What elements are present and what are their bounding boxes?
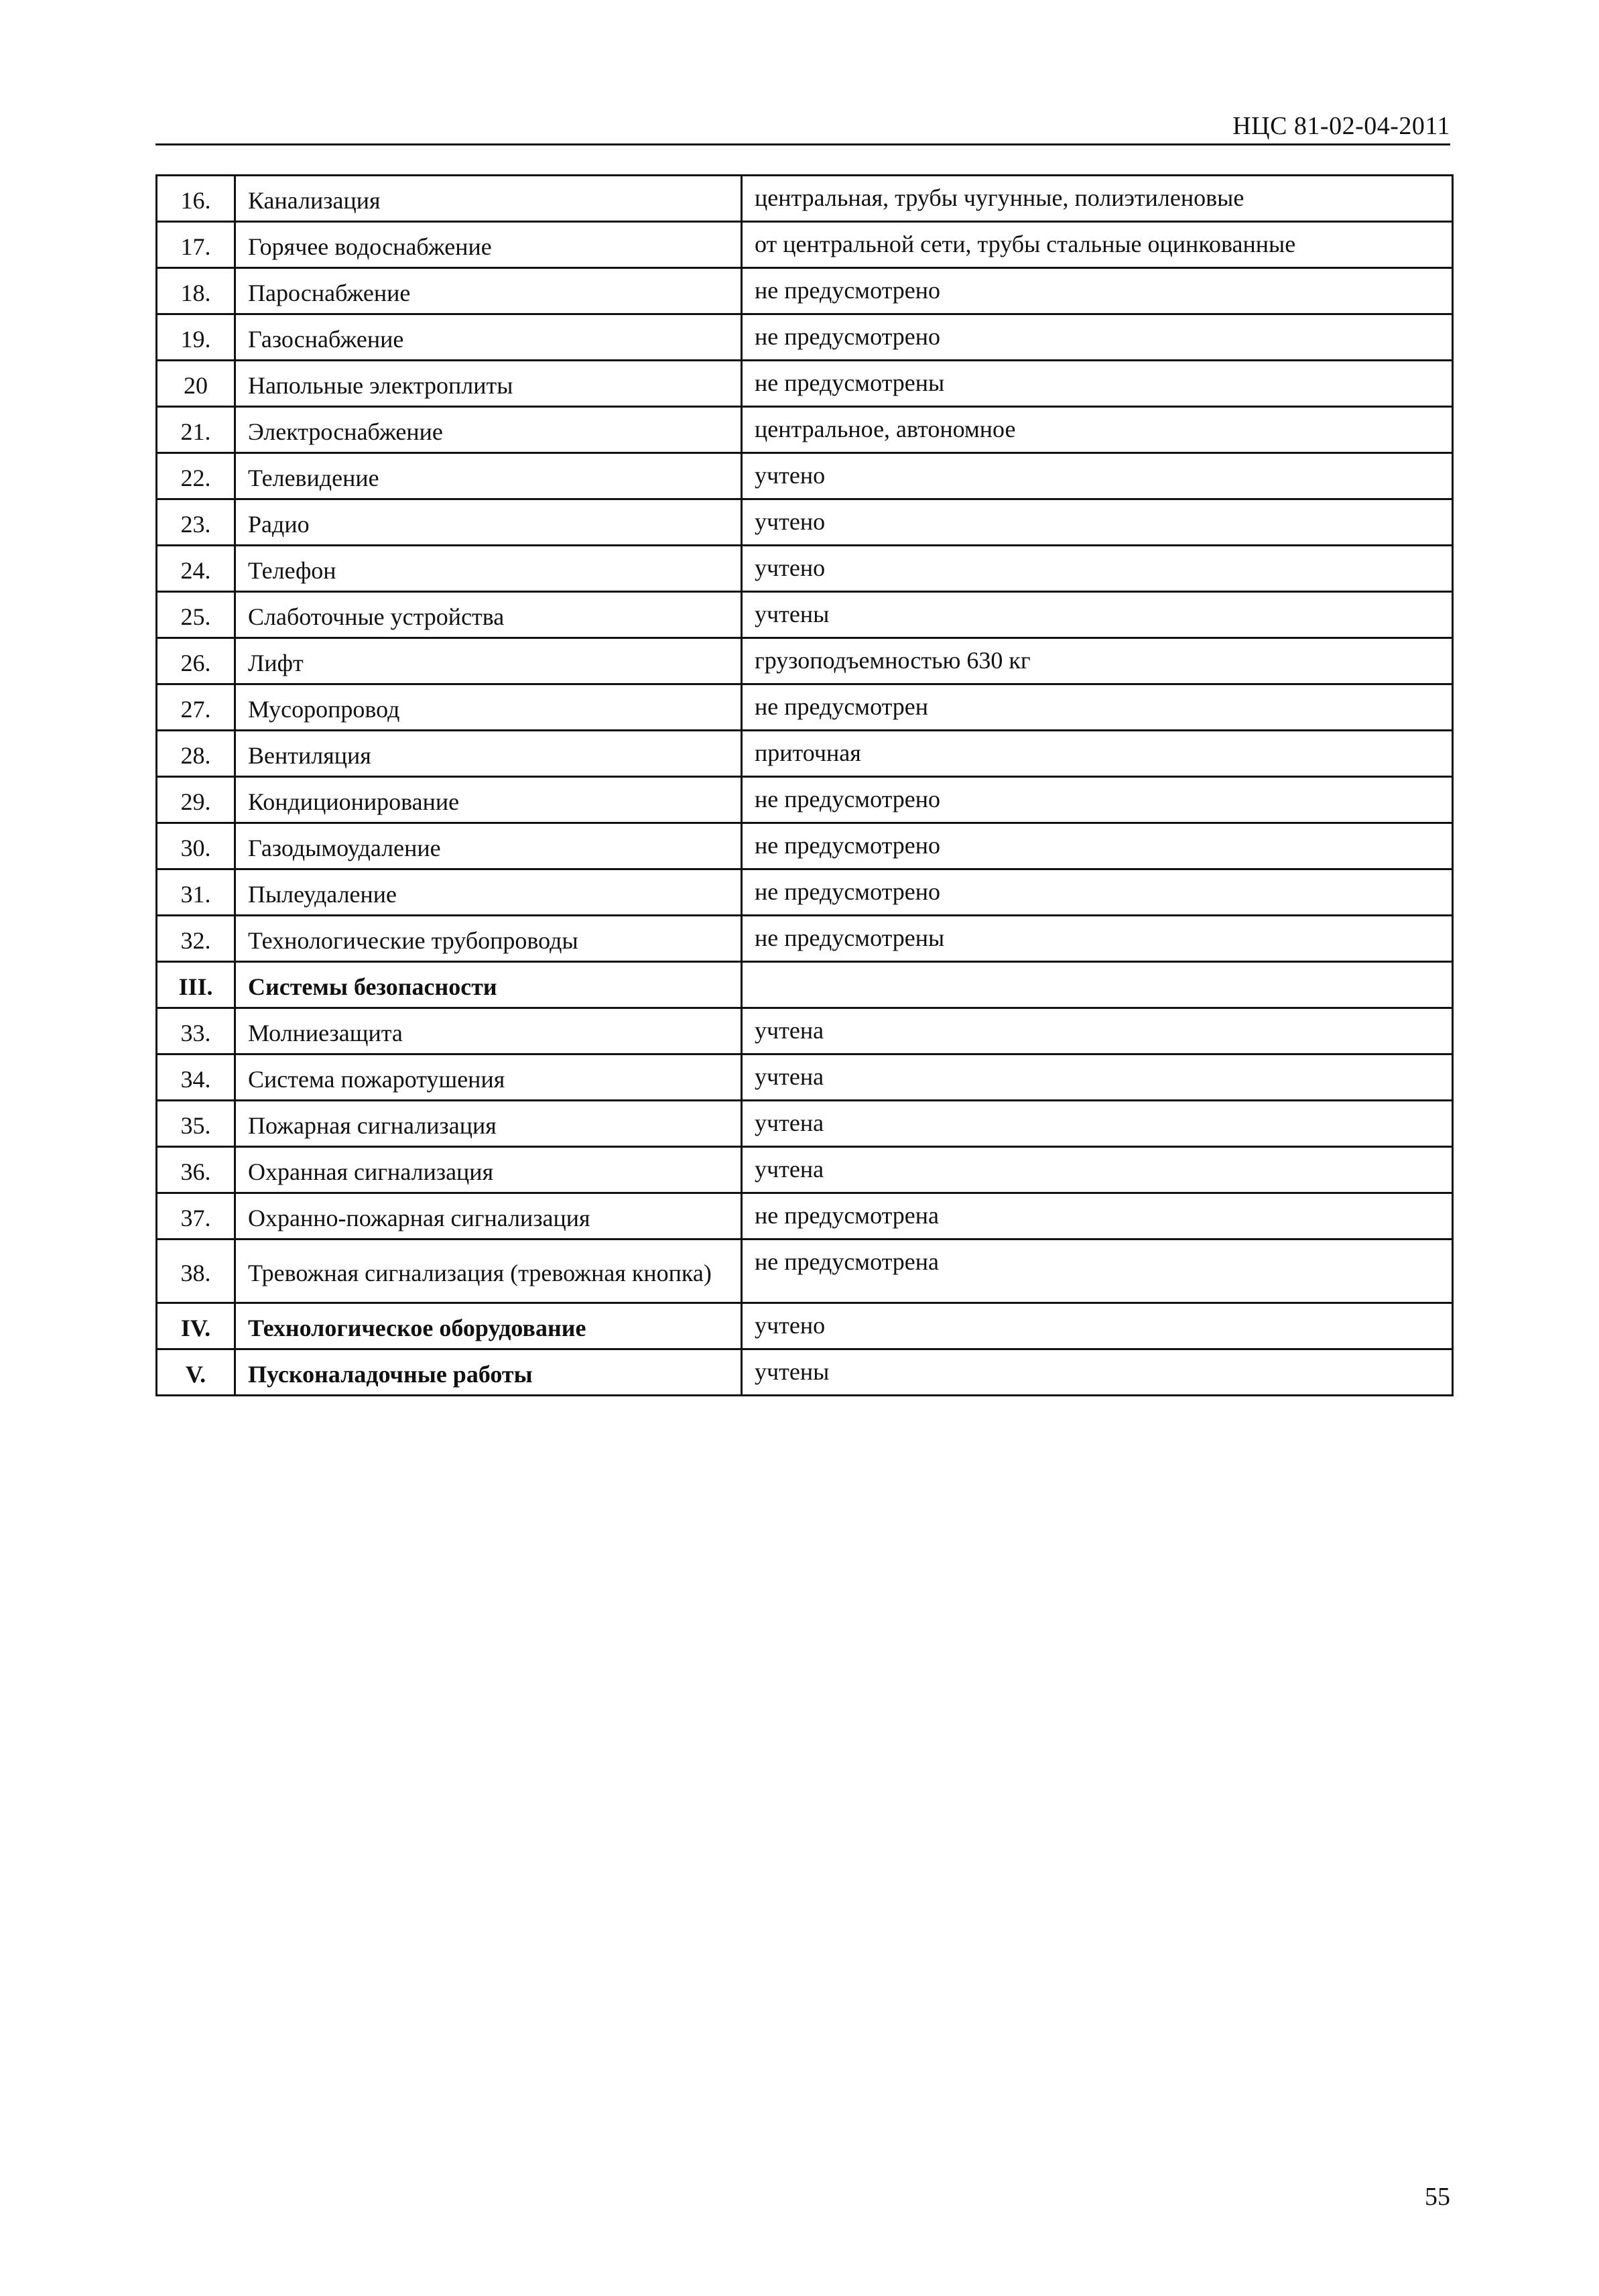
row-value: учтена — [742, 1008, 1453, 1054]
table-row — [157, 592, 1453, 638]
section-number: IV. — [157, 1303, 235, 1349]
row-number: 25. — [157, 592, 235, 638]
row-value: учтено — [742, 546, 1453, 592]
row-number: 26. — [157, 638, 235, 684]
row-number: 21. — [157, 407, 235, 453]
page-number: 55 — [1425, 2183, 1450, 2211]
row-name: Технологические трубопроводы — [235, 916, 742, 962]
section-title: Технологическое оборудование — [235, 1303, 742, 1349]
row-name: Вентиляция — [235, 731, 742, 777]
row-value: не предусмотрено — [742, 314, 1453, 361]
document-header — [155, 107, 1450, 145]
row-value: не предусмотрено — [742, 869, 1453, 916]
row-number: 22. — [157, 453, 235, 499]
row-number: 27. — [157, 684, 235, 731]
row-name: Канализация — [235, 176, 742, 222]
row-name: Мусоропровод — [235, 684, 742, 731]
table-row — [157, 314, 1453, 361]
row-value: учтены — [742, 592, 1453, 638]
section-value: учтено — [742, 1303, 1453, 1349]
section-row — [157, 1349, 1453, 1396]
table-row — [157, 1008, 1453, 1054]
row-value: грузоподъемностью 630 кг — [742, 638, 1453, 684]
row-value: учтено — [742, 453, 1453, 499]
row-number: 38. — [157, 1240, 235, 1303]
row-name: Молниезащита — [235, 1008, 742, 1054]
row-value: учтена — [742, 1054, 1453, 1101]
table-row — [157, 268, 1453, 314]
row-number: 19. — [157, 314, 235, 361]
table-row — [157, 823, 1453, 869]
table-row — [157, 1054, 1453, 1101]
table-row — [157, 731, 1453, 777]
section-title: Системы безопасности — [235, 962, 742, 1008]
row-name: Пожарная сигнализация — [235, 1101, 742, 1147]
table-row — [157, 407, 1453, 453]
row-value: центральная, трубы чугунные, полиэтиленовые — [742, 176, 1453, 222]
row-value: не предусмотрен — [742, 684, 1453, 731]
row-value: центральное, автономное — [742, 407, 1453, 453]
row-number: 29. — [157, 777, 235, 823]
row-number: 18. — [157, 268, 235, 314]
section-title: Пусконаладочные работы — [235, 1349, 742, 1396]
row-number: 20 — [157, 361, 235, 407]
row-number: 23. — [157, 499, 235, 546]
table-row — [157, 916, 1453, 962]
row-name: Электроснабжение — [235, 407, 742, 453]
document-code: НЦС 81-02-04-2011 — [1232, 112, 1450, 140]
row-name: Пароснабжение — [235, 268, 742, 314]
row-name: Слаботочные устройства — [235, 592, 742, 638]
table-row — [157, 1193, 1453, 1240]
row-name: Система пожаротушения — [235, 1054, 742, 1101]
row-value: не предусмотрена — [742, 1193, 1453, 1240]
table-row — [157, 638, 1453, 684]
row-name: Радио — [235, 499, 742, 546]
row-number: 36. — [157, 1147, 235, 1193]
row-name: Газоснабжение — [235, 314, 742, 361]
section-row — [157, 962, 1453, 1008]
row-name: Охранная сигнализация — [235, 1147, 742, 1193]
row-number: 33. — [157, 1008, 235, 1054]
table-row — [157, 222, 1453, 268]
table-row — [157, 684, 1453, 731]
row-name: Телевидение — [235, 453, 742, 499]
section-value — [742, 962, 1453, 1008]
row-number: 31. — [157, 869, 235, 916]
row-value: не предусмотрено — [742, 823, 1453, 869]
specification-table — [155, 174, 1454, 1396]
row-name: Тревожная сигнализация (тревожная кнопка) — [235, 1240, 742, 1303]
table-row — [157, 546, 1453, 592]
table-row — [157, 361, 1453, 407]
table-row — [157, 869, 1453, 916]
row-name: Лифт — [235, 638, 742, 684]
table-row — [157, 1147, 1453, 1193]
table-row — [157, 499, 1453, 546]
row-value: не предусмотрено — [742, 268, 1453, 314]
row-value: учтено — [742, 499, 1453, 546]
section-number: V. — [157, 1349, 235, 1396]
row-value: не предусмотрены — [742, 361, 1453, 407]
row-number: 17. — [157, 222, 235, 268]
row-number: 30. — [157, 823, 235, 869]
row-value: не предусмотрены — [742, 916, 1453, 962]
row-name: Газодымоудаление — [235, 823, 742, 869]
row-number: 24. — [157, 546, 235, 592]
row-name: Кондиционирование — [235, 777, 742, 823]
row-number: 16. — [157, 176, 235, 222]
row-name: Горячее водоснабжение — [235, 222, 742, 268]
row-number: 32. — [157, 916, 235, 962]
table-row — [157, 777, 1453, 823]
row-number: 35. — [157, 1101, 235, 1147]
row-value: учтена — [742, 1101, 1453, 1147]
row-name: Охранно-пожарная сигнализация — [235, 1193, 742, 1240]
row-value: не предусмотрена — [742, 1240, 1453, 1303]
row-number: 28. — [157, 731, 235, 777]
table-row — [157, 176, 1453, 222]
table-row — [157, 453, 1453, 499]
row-value: не предусмотрено — [742, 777, 1453, 823]
row-value: приточная — [742, 731, 1453, 777]
row-number: 37. — [157, 1193, 235, 1240]
row-name: Пылеудаление — [235, 869, 742, 916]
section-number: III. — [157, 962, 235, 1008]
table-row — [157, 1240, 1453, 1303]
row-name: Телефон — [235, 546, 742, 592]
row-value: от центральной сети, трубы стальные оцинкованные — [742, 222, 1453, 268]
section-value: учтены — [742, 1349, 1453, 1396]
table-row — [157, 1101, 1453, 1147]
row-name: Напольные электроплиты — [235, 361, 742, 407]
row-number: 34. — [157, 1054, 235, 1101]
row-value: учтена — [742, 1147, 1453, 1193]
section-row — [157, 1303, 1453, 1349]
